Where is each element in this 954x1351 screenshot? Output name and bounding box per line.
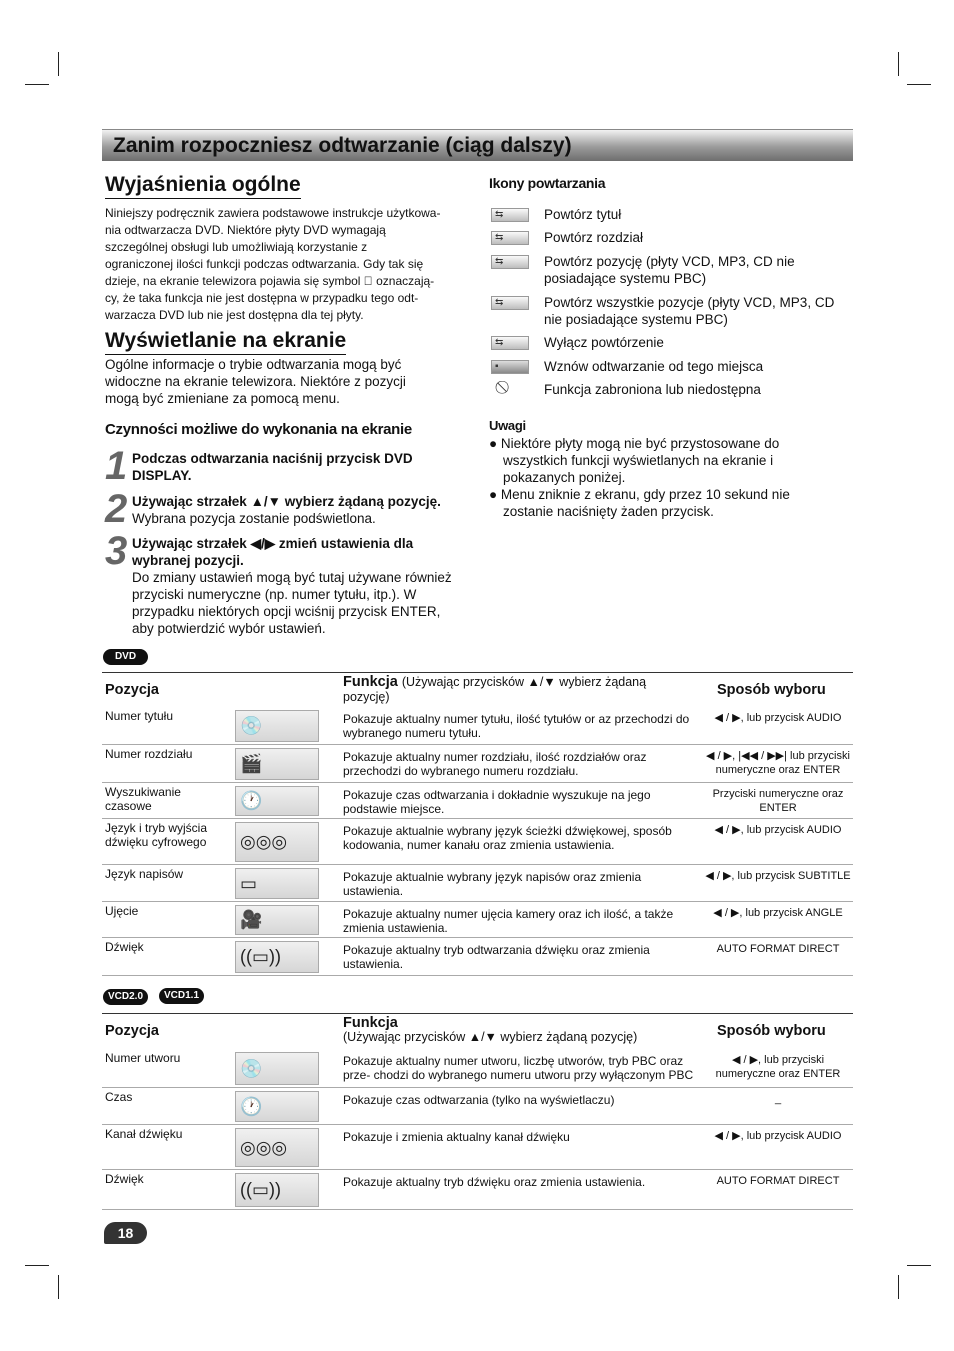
row-position: Numer tytułu xyxy=(105,709,174,723)
step-instruction: Używając strzałek ◀/▶ zmień ustawienia dla wybranej pozycji. xyxy=(132,536,414,568)
text-line: Niniejszy podręcznik zawiera podstawowe instrukcje użytkowa- xyxy=(105,206,441,220)
general-body xyxy=(105,205,470,324)
disc-icon: 💿 xyxy=(240,1058,263,1078)
crop-mark xyxy=(907,1265,931,1266)
step-number: 3 xyxy=(105,529,128,573)
row-function: Pokazuje aktualny numer rozdziału, ilość rozdziałów oraz przechodzi do wybranego numeru rozdziału. xyxy=(343,750,647,778)
crop-mark xyxy=(907,84,931,85)
text-line: warzacza DVD lub nie jest dostępna dla tej płyty. xyxy=(105,308,364,322)
row-selection: ◀ / ▶, lub przycisk AUDIO xyxy=(714,824,842,836)
row-icon xyxy=(235,905,319,935)
step-detail: Wybrana pozycja zostanie podświetlona. xyxy=(132,511,376,526)
row-position: Kanał dźwięku xyxy=(105,1127,183,1141)
actions-heading: Czynności możliwe do wykonania na ekranie xyxy=(105,421,412,438)
repeat-icon: ⇆ xyxy=(491,336,529,350)
row-icon xyxy=(235,1091,319,1122)
repeat-label: Powtórz rozdział xyxy=(544,230,644,245)
disc-icon: 🕐 xyxy=(240,1096,263,1116)
row-divider xyxy=(102,864,853,865)
general-heading: Wyjaśnienia ogólne xyxy=(105,172,301,199)
vcd2-badge: VCD2.0 xyxy=(103,989,148,1005)
row-position: Język i tryb wyjścia dźwięku cyfrowego xyxy=(105,821,208,849)
text-line: widoczne na ekranie telewizora. Niektóre z pozycji xyxy=(105,374,406,389)
text-line: cy, że taka funkcja nie jest dostępna w przypadku tego odt- xyxy=(105,291,419,305)
text-line: zostanie naciśnięty żaden przycisk. xyxy=(503,504,714,519)
repeat-icon: ⇆ xyxy=(491,231,529,245)
repeat-label: Powtórz tytuł xyxy=(544,207,622,222)
repeat-label: Funkcja zabroniona lub niedostępna xyxy=(544,382,761,397)
row-function: Pokazuje aktualnie wybrany język napisów oraz zmienia ustawienia. xyxy=(343,870,642,898)
repeat-label: Wznów odtwarzanie od tego miejsca xyxy=(544,359,764,374)
row-divider xyxy=(102,975,853,976)
crop-mark xyxy=(898,52,899,76)
text-line: ● Menu zniknie z ekranu, gdy przez 10 sekund nie xyxy=(489,487,790,502)
row-position: Numer rozdziału xyxy=(105,747,193,761)
disc-icon: 🎥 xyxy=(240,909,263,930)
repeat-icon: ⇆ xyxy=(491,255,529,269)
row-divider xyxy=(102,1209,853,1210)
col-header-function xyxy=(343,675,703,705)
crop-mark xyxy=(898,1275,899,1299)
row-function: Pokazuje czas odtwarzania (tylko na wyświetlaczu) xyxy=(343,1093,615,1107)
row-selection: ◀ / ▶, lub przycisk SUBTITLE xyxy=(705,870,851,882)
row-icon xyxy=(235,710,319,742)
notes-heading: Uwagi xyxy=(489,418,526,433)
crop-mark xyxy=(25,1265,49,1266)
row-icon xyxy=(235,748,319,780)
crop-mark xyxy=(58,52,59,76)
text-line: mogą być zmieniane za pomocą menu. xyxy=(105,391,340,406)
disc-icon: ((▭)) xyxy=(240,946,281,967)
row-position: Wyszukiwanie czasowe xyxy=(105,785,181,813)
row-function: Pokazuje i zmienia aktualny kanał dźwięku xyxy=(343,1130,570,1144)
row-position: Dźwięk xyxy=(105,1172,144,1186)
row-selection: Przyciski numeryczne oraz ENTER xyxy=(712,788,844,814)
repeat-heading: Ikony powtarzania xyxy=(489,175,606,191)
text-line: szczególnej obsługi lub umożliwiają korzystanie z xyxy=(105,240,368,254)
row-position: Język napisów xyxy=(105,867,184,881)
text-line: ograniczonej ilości funkcji podczas odtwarzania. Gdy tak się xyxy=(105,257,424,271)
disc-icon: 🎬 xyxy=(240,753,263,774)
row-divider xyxy=(102,1087,853,1088)
row-selection: ◀ / ▶, |◀◀ / ▶▶| lub przyciski numeryczne oraz ENTER xyxy=(706,750,850,776)
col-header-position: Pozycja xyxy=(105,1023,159,1039)
dvd-badge: DVD xyxy=(103,649,148,665)
disc-icon: ◎◎◎ xyxy=(240,1137,288,1157)
text-line: pokazanych poniżej. xyxy=(503,470,626,485)
disc-icon: 🕐 xyxy=(240,790,263,811)
repeat-icon: ▪ xyxy=(491,360,529,374)
row-function: Pokazuje czas odtwarzania i dokładnie wyszukuje na jego podstawie miejsce. xyxy=(343,788,651,816)
row-divider xyxy=(102,1169,853,1170)
row-icon xyxy=(235,822,319,862)
col-header-position: Pozycja xyxy=(105,682,159,698)
row-position: Numer utworu xyxy=(105,1051,181,1065)
row-selection: AUTO FORMAT DIRECT xyxy=(716,943,840,955)
vcd1-badge: VCD1.1 xyxy=(159,988,204,1004)
table-rule xyxy=(102,672,853,673)
page-number: 18 xyxy=(104,1222,147,1244)
repeat-label: Powtórz pozycję (płyty VCD, MP3, CD nie posiadające systemu PBC) xyxy=(544,254,795,286)
disc-icon: 💿 xyxy=(240,715,263,736)
row-selection: ◀ / ▶, lub przyciski numeryczne oraz ENTER xyxy=(715,1054,841,1080)
col-header-function-note: (Używając przycisków ▲/▼ wybierz żądaną pozycję) xyxy=(343,1030,638,1044)
col-header-selection: Sposób wyboru xyxy=(717,682,826,698)
crop-mark xyxy=(25,84,49,85)
step-instruction: Podczas odtwarzania naciśnij przycisk DVD DISPLAY. xyxy=(132,451,413,483)
row-icon xyxy=(235,786,319,816)
disc-icon: ▭ xyxy=(240,873,258,893)
row-function: Pokazuje aktualny numer utworu, liczbę utworów, tryb PBC oraz prze- chodzi do wybranego numeru utworu przy wyłączonym PBC xyxy=(343,1054,694,1082)
step-number: 1 xyxy=(105,444,128,488)
row-position: Czas xyxy=(105,1090,133,1104)
col-header-function-note: pozycję) xyxy=(343,690,390,704)
notes-body xyxy=(489,435,849,520)
disc-icon: ((▭)) xyxy=(240,1179,281,1200)
repeat-label: Wyłącz powtórzenie xyxy=(544,335,664,350)
row-icon xyxy=(235,1173,319,1207)
section-header xyxy=(102,129,853,161)
text-line: Ogólne informacje o trybie odtwarzania mogą być xyxy=(105,357,402,372)
page-title: Zanim rozpoczniesz odtwarzanie (ciąg dalszy) xyxy=(113,134,572,157)
row-divider xyxy=(102,901,853,902)
row-divider xyxy=(102,1124,853,1125)
repeat-label: Powtórz wszystkie pozycje (płyty VCD, MP3, CD nie posiadające systemu PBC) xyxy=(544,295,835,327)
row-function: Pokazuje aktualny tryb odtwarzania dźwięku oraz zmienia ustawienia. xyxy=(343,943,650,971)
row-function: Pokazuje aktualny tryb dźwięku oraz zmienia ustawienia. xyxy=(343,1175,646,1189)
row-selection: ◀ / ▶, lub przycisk AUDIO xyxy=(714,1130,842,1142)
row-icon xyxy=(235,1128,319,1167)
step-number: 2 xyxy=(105,487,128,531)
crop-mark xyxy=(58,1275,59,1299)
row-divider xyxy=(102,818,853,819)
row-icon xyxy=(235,941,319,973)
row-selection: ◀ / ▶, lub przycisk ANGLE xyxy=(713,907,843,919)
text-line: nia odtwarzacza DVD. Niektóre płyty DVD wymagają xyxy=(105,223,386,237)
col-header-function xyxy=(343,1016,703,1044)
disc-icon: ◎◎◎ xyxy=(240,831,288,852)
row-function: Pokazuje aktualnie wybrany język ścieżki dźwiękowej, sposób kodowania, numer kanału oraz zmienia ustawienia. xyxy=(343,824,672,852)
row-icon xyxy=(235,1052,319,1085)
col-header-function-label: Funkcja xyxy=(343,674,398,690)
row-divider xyxy=(102,937,853,938)
step-instruction: Używając strzałek ▲/▼ wybierz żądaną pozycję. xyxy=(132,494,441,509)
text-line: ● Niektóre płyty mogą nie być przystosowane do xyxy=(489,436,780,451)
step-detail: Do zmiany ustawień mogą być tutaj używane również przyciski numeryczne (np. numer tytułu, itp.). W przypadku niektórych opcji wciśnij przycisk ENTER, aby potwierdzić wybór ustawień. xyxy=(132,570,452,636)
col-header-selection: Sposób wyboru xyxy=(717,1023,826,1039)
repeat-icon xyxy=(491,381,529,395)
row-selection: AUTO FORMAT DIRECT xyxy=(716,1175,840,1187)
row-position: Ujęcie xyxy=(105,904,139,918)
display-heading: Wyświetlanie na ekranie xyxy=(105,328,346,355)
row-icon xyxy=(235,868,319,899)
text-line: dzieje, na ekranie telewizora pojawia się symbol ⃠ oznaczają- xyxy=(105,274,435,288)
display-body xyxy=(105,356,470,407)
row-divider xyxy=(102,782,853,783)
repeat-icon: ⇆ xyxy=(491,208,529,222)
row-divider xyxy=(102,744,853,745)
row-selection: _ xyxy=(774,1093,782,1105)
row-position: Dźwięk xyxy=(105,940,144,954)
row-function: Pokazuje aktualny numer tytułu, ilość tytułów or az przechodzi do wybranego numeru tytułu. xyxy=(343,712,690,740)
row-function: Pokazuje aktualny numer ujęcia kamery oraz ich ilość, a także zmienia ustawienia. xyxy=(343,907,674,935)
repeat-icon: ⇆ xyxy=(491,296,529,310)
col-header-function-note: (Używając przycisków ▲/▼ wybierz żądaną xyxy=(401,675,647,689)
text-line: wszystkich funkcji wyświetlanych na ekranie i xyxy=(503,453,774,468)
table-rule xyxy=(102,1013,853,1014)
row-selection: ◀ / ▶, lub przycisk AUDIO xyxy=(714,712,842,724)
col-header-function-label: Funkcja xyxy=(343,1015,398,1031)
